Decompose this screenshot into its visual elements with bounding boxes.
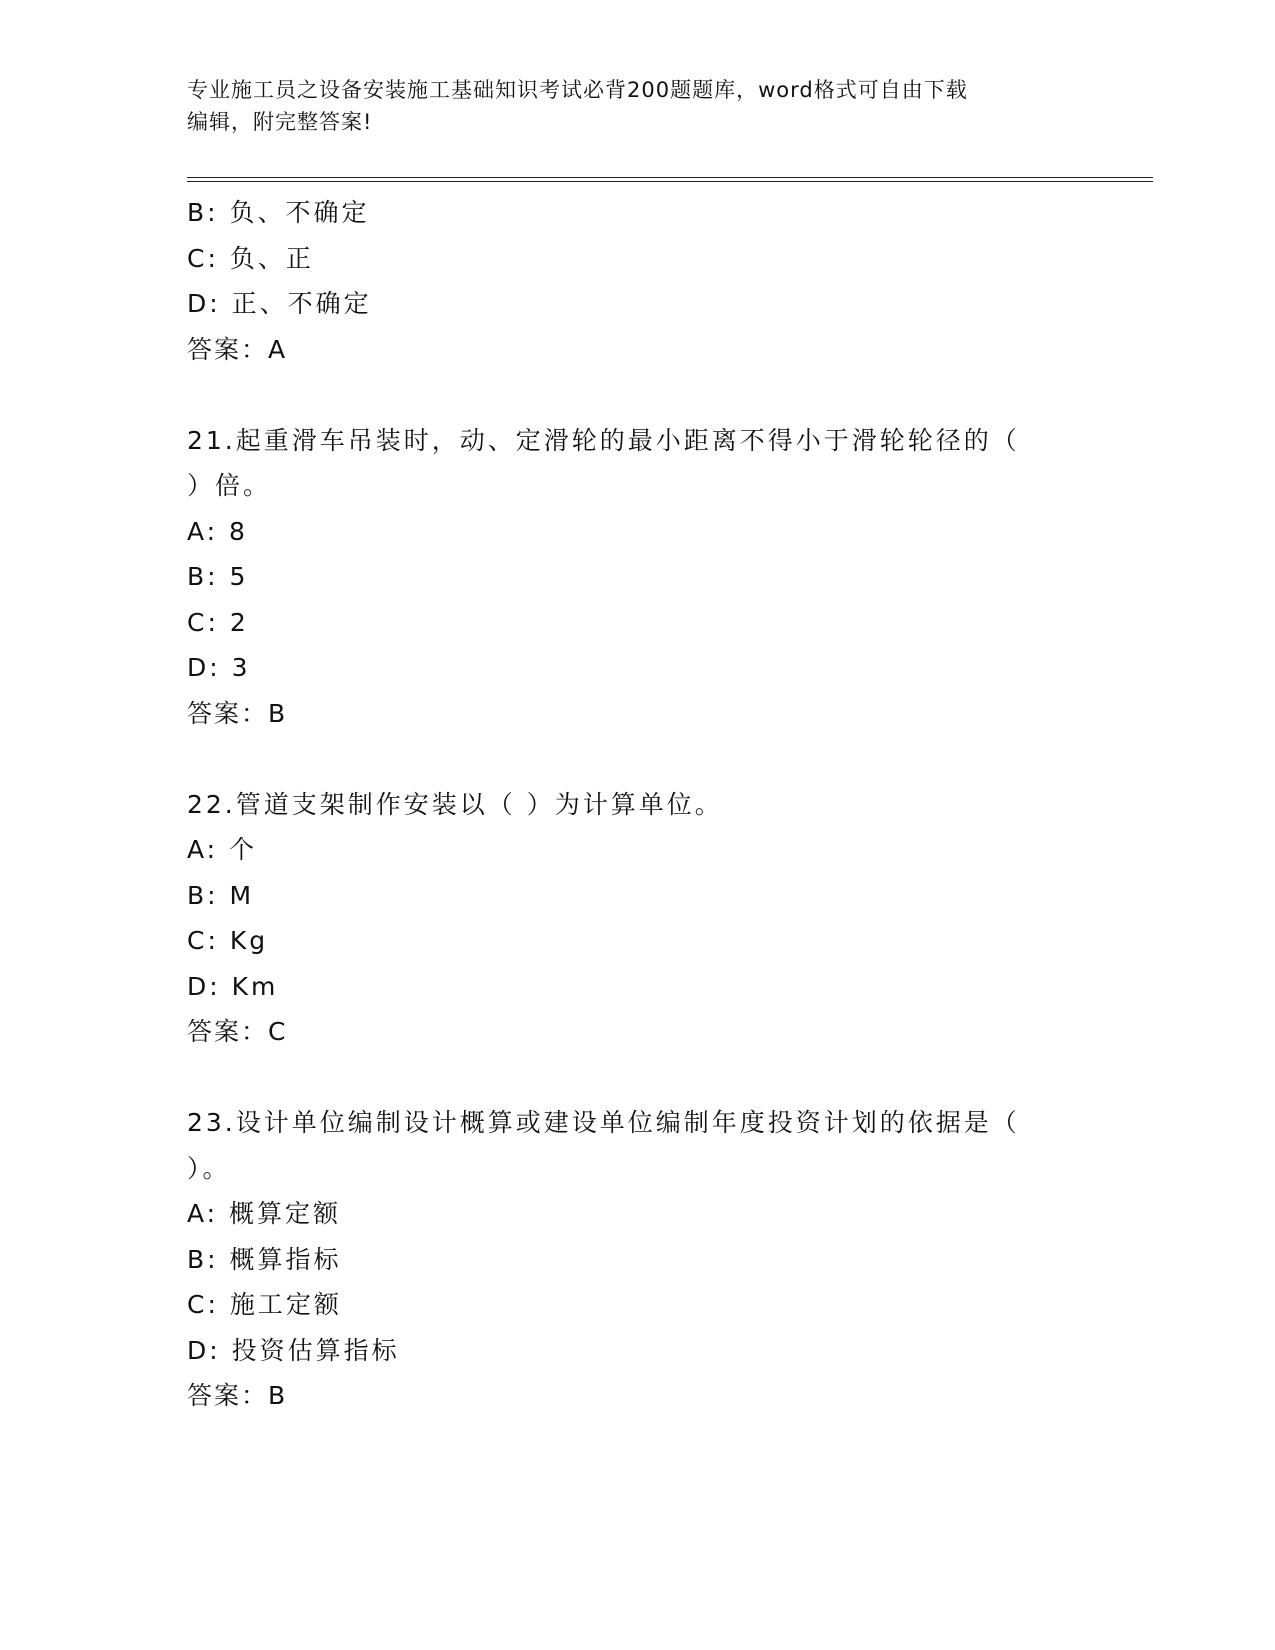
page-header: [187, 74, 1087, 138]
question-21: [187, 418, 1087, 737]
question-list: [187, 190, 1087, 1419]
option-b: B: 概算指标: [187, 1244, 342, 1274]
question-stem-line-2: ）倍。: [187, 471, 272, 500]
option-b: B: M: [187, 880, 255, 910]
answer-line: 答案：A: [187, 334, 288, 364]
option-d: D: 3: [187, 653, 251, 682]
answer-line: 答案：C: [187, 1017, 288, 1046]
option-b: B: 5: [187, 562, 249, 591]
option-a: A: 8: [187, 516, 248, 546]
option-c: C: Kg: [187, 926, 269, 955]
question-20-tail: [187, 190, 1087, 372]
question-stem-line-1: 23.设计单位编制设计概算或建设单位编制年度投资计划的依据是（: [187, 1108, 1020, 1137]
answer-line: 答案：B: [187, 1381, 288, 1410]
option-d: D: Km: [187, 971, 279, 1001]
option-a: A: 概算定额: [187, 1199, 342, 1228]
answer-line: 答案：B: [187, 698, 288, 728]
question-stem-line-1: 21.起重滑车吊装时，动、定滑轮的最小距离不得小于滑轮轮径的（: [187, 425, 1020, 455]
option-d: D: 正、不确定: [187, 289, 372, 318]
option-a: A: 个: [187, 835, 258, 864]
question-23: [187, 1100, 1087, 1419]
option-c: C: 负、正: [187, 243, 314, 273]
question-stem-line-1: 22.管道支架制作安装以（ ）为计算单位。: [187, 789, 723, 819]
spacer: [187, 372, 1087, 418]
spacer: [187, 1055, 1087, 1101]
question-22: [187, 782, 1087, 1055]
question-stem-line-2: ）。: [187, 1153, 231, 1183]
header-title-line-2: 编辑，附完整答案!: [187, 110, 373, 134]
option-d: D: 投资估算指标: [187, 1335, 400, 1365]
option-b: B: 负、不确定: [187, 198, 370, 227]
spacer: [187, 736, 1087, 782]
option-c: C: 施工定额: [187, 1290, 342, 1319]
option-c: C: 2: [187, 607, 249, 637]
header-divider: [187, 177, 1153, 182]
header-title-line-1: 专业施工员之设备安装施工基础知识考试必背200题题库，word格式可自由下载: [187, 78, 968, 102]
